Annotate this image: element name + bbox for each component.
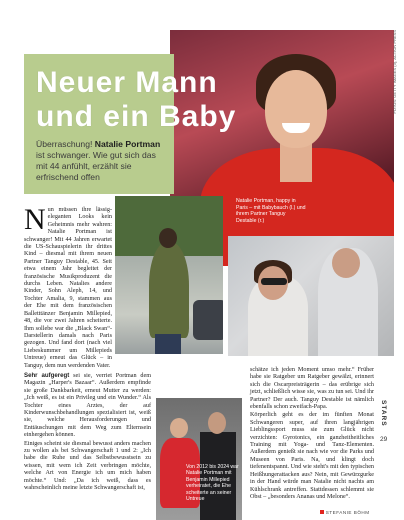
photo-street-babybump <box>115 196 223 354</box>
photo-caption-bottom: Von 2012 bis 2024 war Natalie Portman mit Benjamin Millepied verheiratet, die Ehe scheiterte an seiner Untreue <box>186 464 239 503</box>
lead-intro: Überraschung! <box>36 139 93 149</box>
photo-caption-top: Natalie Portman, happy in Paris – mit Babybauch (l.) und ihrem Partner Tanguy Destable (r.) <box>236 198 306 224</box>
photo-couple-paris <box>228 236 394 356</box>
end-mark-icon <box>320 510 324 514</box>
drop-cap: N <box>24 203 46 236</box>
lead-name: Natalie Portman <box>94 139 161 149</box>
run-in-heading: Sehr aufgeregt <box>24 372 70 379</box>
headline-line-2: und ein Baby <box>36 100 237 133</box>
author-byline: STEFANIE BÖHM <box>318 510 370 515</box>
column-2-text-2: Einiges scheint sie diesmal bewusst anders machen zu wollen als bei Schwangerschaft 1 und 2: „Ich habe die Ruhe und das Selbstbewusstsein zu wissen, mit wem ich Zeit verbringen möchte, welche Art von Energie ich um mich haben möchte.“ Und: „Da ich weiß, dass es wahrscheinlich meine letzte Schwangerschaft ist, <box>24 440 151 492</box>
column-3-text-2: Körperlich geht es der im fünften Monat Schwangeren super, auf ihren langjährigen Lieblingssport muss sie zum Glück nicht verzichten: Gyrotonics, ein ganzheitheitliches Training mit Yoga- und Tanz-Elementen. Außerdem genießt sie nach wie vor die Parks und Museen von Paris. Na, und klingt doch tiefenentspannt. Und wie steht's mit den typischen Heißhungerattacken aus? Nein, mit Gewürzgurke in der Hand würde man Natalie nicht nachts am Kühlschrank antreffen. Stattdessen schlemmt sie Obst – „besonders Ananas und Melone“. <box>250 412 374 500</box>
section-label: STARS <box>380 400 387 427</box>
headline-line-1: Neuer Mann <box>36 66 218 99</box>
column-1-text: un müssen ihre lässig-eleganten Looks kein Geheimnis mehr wahren: Natalie Portman ist schwanger! Mit 44 Jahren erwartet die US-Schauspielerin ihr drittes Kind – diesmal mit ihrem neuen Partner Tanguy Destable, 45. Seit etwa einem Jahr begleitet der französische Musikproduzent die durchs Leben. Natalies andere Kinder, Sohn Aleph, 14, und Tochter Amalia, 9, stammen aus der Ehe mit dem französischen Balletttänzer Benjamin Millepied, 48, die vor zwei Jahren scheiterte. Ihm sollebe war die „Black Swan“-Darstellerin damals nach Paris gezogen. Und fand dort (nach viel Liebeskummer um Millepieds Untreue) erneut das Glück – in Tanguy, dem nun werdenden Vater. <box>24 207 112 369</box>
article-column-1 <box>24 203 112 370</box>
article-column-3 <box>250 367 374 502</box>
page-number: 29 <box>380 436 388 443</box>
column-2-text: sei sie, verriet Portman dem Magazin „Harper's Bazaar“. Außerdem empfinde sie große Dankbarkeit, erneut Mutter zu werden: „Ich weiß, es ist ein Privileg und ein Wunder.“ Als Tochter eines Arztes, der auf Kinderwunschbehandlungen spezialisiert ist, weiß sie, welche Herausforderungen und Enttäuschungen mit dem Weg zum Elternsein einhergehen können. <box>24 373 151 439</box>
page-title <box>36 66 276 134</box>
article-column-2 <box>24 372 151 494</box>
photo-credit: FOTOS: GETTY IMAGES (3), ACTION PRESS <box>392 30 397 114</box>
column-3-text: schätze ich jeden Moment umso mehr.“ Früher habe sie Ratgeber um Ratgeber gewälzt, erinnert sich die Oscarpreisträgerin – das erübrige sich jetzt, schließlich wisse sie, was zu tun sei. Und ihr Partner? Der auch. Tanguy Destable ist nämlich ebenfalls schon zweifach-Papa. <box>250 367 374 411</box>
lead-rest: ist schwanger. Wie gut sich das mit 44 anfühlt, erzählt sie erfrischend offen <box>36 150 156 182</box>
lead-text <box>36 139 168 183</box>
